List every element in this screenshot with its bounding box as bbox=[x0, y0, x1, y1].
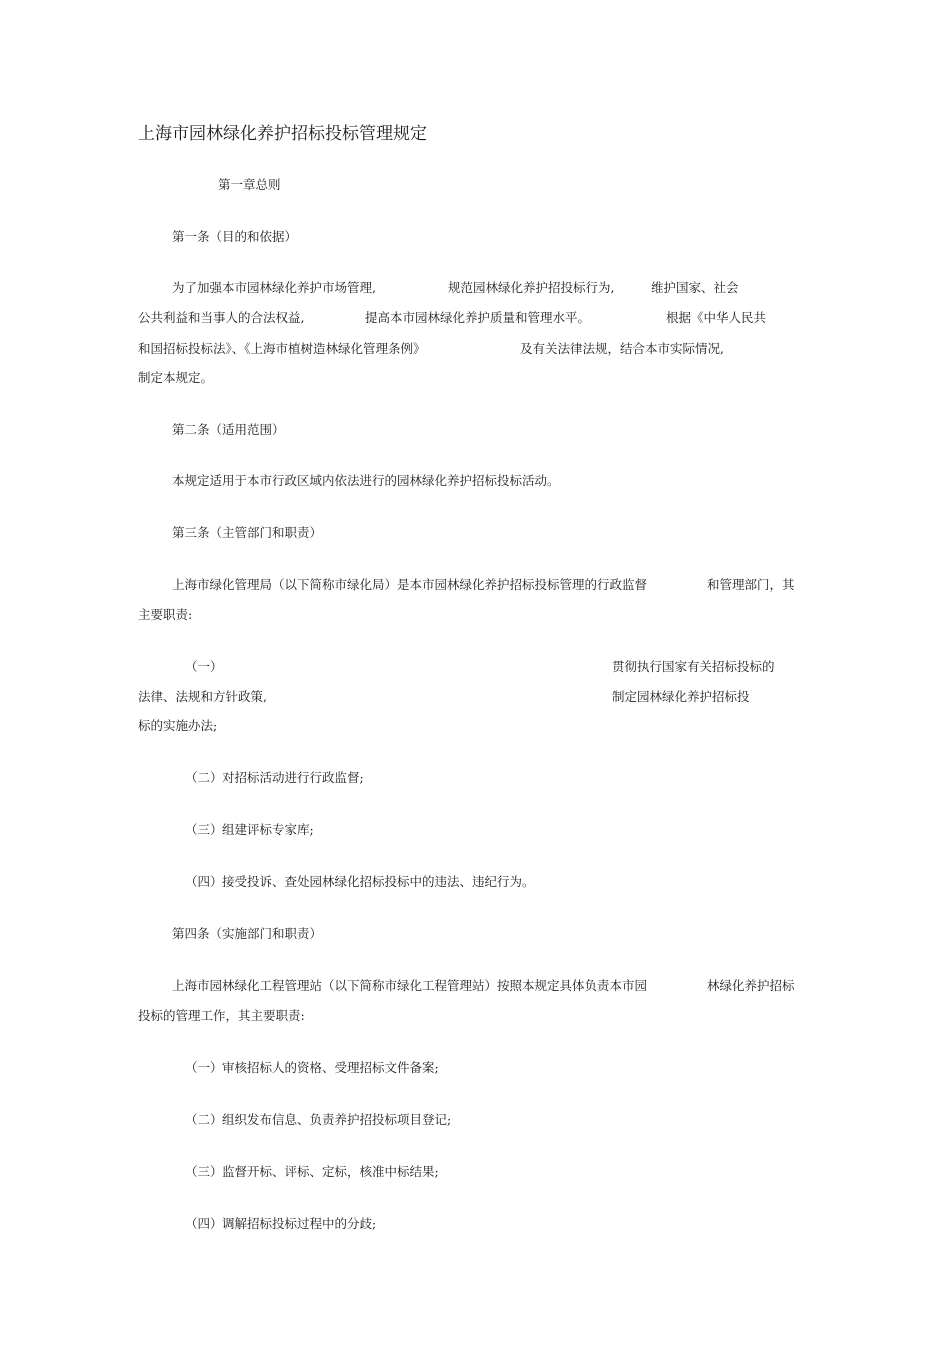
list-item-text: 贯彻执行国家有关招标投标的 bbox=[612, 659, 775, 674]
article-3-heading: 第三条（主管部门和职责） bbox=[172, 525, 323, 540]
article-2-text: 本规定适用于本市行政区域内依法进行的园林绿化养护招标投标活动。 bbox=[172, 473, 560, 488]
article-3-text: 和管理部门，其 bbox=[707, 577, 795, 592]
list-item-text: 组织发布信息、负责养护招投标项目登记; bbox=[222, 1112, 452, 1127]
article-1-text: 为了加强本市园林绿化养护市场管理, bbox=[172, 280, 376, 295]
list-item-number: （一） bbox=[185, 1060, 223, 1075]
article-1-heading: 第一条（目的和依据） bbox=[172, 229, 298, 244]
article-2-heading: 第二条（适用范围） bbox=[172, 422, 285, 437]
article-1-text: 和国招标投标法》、《上海市植树造林绿化管理条例》 bbox=[138, 341, 426, 356]
list-item-text: 对招标活动进行行政监督; bbox=[222, 770, 364, 785]
article-1-text: 提高本市园林绿化养护质量和管理水平。 bbox=[365, 310, 591, 325]
list-item-text: 组建评标专家库; bbox=[222, 822, 314, 837]
list-item-number: （二） bbox=[185, 1112, 223, 1127]
chapter-heading: 第一章总则 bbox=[218, 177, 281, 192]
article-1-text: 规范园林绿化养护招投标行为, bbox=[448, 280, 615, 295]
article-1-text: 根据《中华人民共 bbox=[666, 310, 767, 325]
document-title: 上海市园林绿化养护招标投标管理规定 bbox=[138, 124, 427, 144]
article-3-text: 上海市绿化管理局（以下简称市绿化局）是本市园林绿化养护招标投标管理的行政监督 bbox=[172, 577, 648, 592]
list-item-text: 审核招标人的资格、受理招标文件备案; bbox=[222, 1060, 439, 1075]
list-item-number: （二） bbox=[185, 770, 223, 785]
list-item-text: 调解招标投标过程中的分歧; bbox=[222, 1216, 377, 1231]
article-1-text: 及有关法律法规，结合本市实际情况, bbox=[520, 341, 724, 356]
article-4-text: 投标的管理工作，其主要职责: bbox=[138, 1008, 305, 1023]
article-1-text: 制定本规定。 bbox=[138, 370, 214, 385]
article-4-text: 林绿化养护招标 bbox=[707, 978, 795, 993]
list-item-text: 制定园林绿化养护招标投 bbox=[612, 689, 750, 704]
list-item-number: （一） bbox=[185, 659, 223, 674]
list-item-text: 监督开标、评标、定标，核准中标结果; bbox=[222, 1164, 439, 1179]
list-item-text: 标的实施办法; bbox=[138, 718, 218, 733]
article-1-text: 维护国家、社会 bbox=[651, 280, 739, 295]
article-1-text: 公共利益和当事人的合法权益, bbox=[138, 310, 305, 325]
article-3-text: 主要职责: bbox=[138, 607, 193, 622]
article-4-text: 上海市园林绿化工程管理站（以下简称市绿化工程管理站）按照本规定具体负责本市园 bbox=[172, 978, 648, 993]
list-item-number: （四） bbox=[185, 874, 223, 889]
list-item-text: 接受投诉、查处园林绿化招标投标中的违法、违纪行为。 bbox=[222, 874, 535, 889]
list-item-text: 法律、法规和方针政策, bbox=[138, 689, 267, 704]
list-item-number: （三） bbox=[185, 822, 223, 837]
list-item-number: （四） bbox=[185, 1216, 223, 1231]
list-item-number: （三） bbox=[185, 1164, 223, 1179]
article-4-heading: 第四条（实施部门和职责） bbox=[172, 926, 323, 941]
